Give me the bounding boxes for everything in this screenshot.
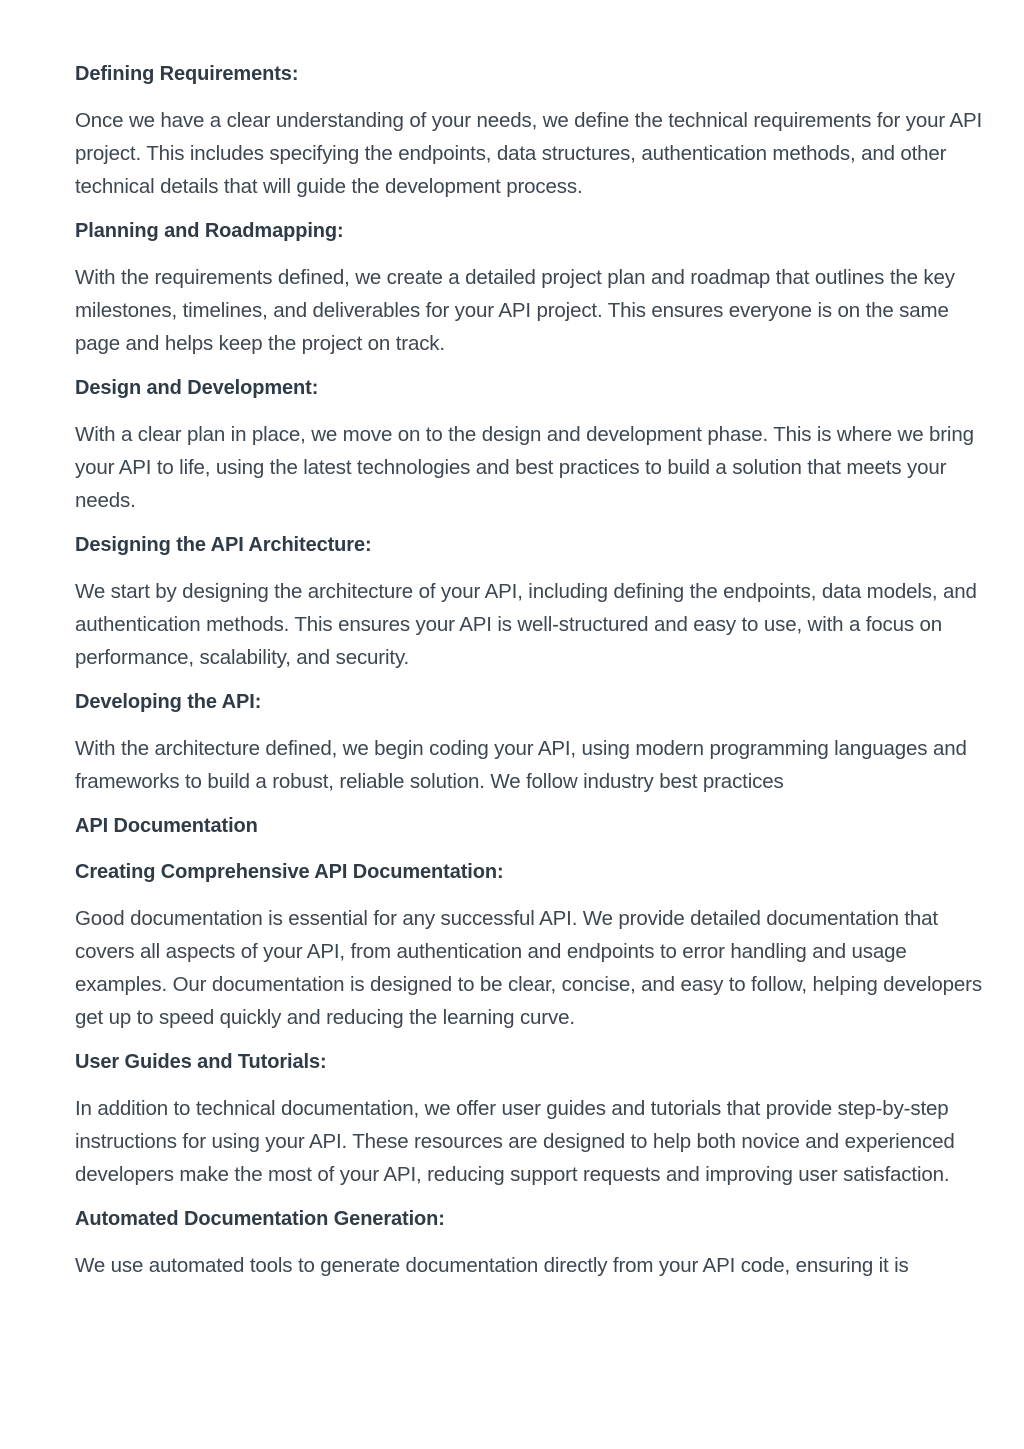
section-developing-api	[75, 686, 995, 798]
section-design-development	[75, 372, 995, 517]
section-heading: Planning and Roadmapping:	[75, 220, 344, 242]
section-planning-roadmapping	[75, 215, 995, 360]
section-heading: Design and Development:	[75, 377, 319, 399]
section-paragraph: Once we have a clear understanding of your needs, we define the technical requirements for your API project. This includes specifying the endpoints, data structures, authentication methods, and other technical details that will guide the development process.	[75, 109, 983, 198]
section-api-documentation	[75, 810, 995, 842]
section-heading: Automated Documentation Generation:	[75, 1208, 445, 1230]
section-defining-requirements	[75, 58, 995, 203]
section-heading: User Guides and Tutorials:	[75, 1051, 327, 1073]
section-comprehensive-documentation	[75, 856, 995, 1034]
section-heading: Developing the API:	[75, 691, 262, 713]
section-paragraph: With a clear plan in place, we move on to the design and development phase. This is where we bring your API to life, using the latest technologies and best practices to build a solution that meets your needs.	[75, 423, 974, 512]
document-page	[75, 58, 995, 1294]
section-heading: Defining Requirements:	[75, 63, 299, 85]
section-heading: API Documentation	[75, 815, 258, 837]
section-user-guides	[75, 1046, 995, 1191]
section-paragraph: In addition to technical documentation, we offer user guides and tutorials that provide step-by-step instructions for using your API. These resources are designed to help both novice and experienced developers make the most of your API, reducing support requests and improving user satisfaction.	[75, 1097, 955, 1186]
section-paragraph: With the requirements defined, we create a detailed project plan and roadmap that outlines the key milestones, timelines, and deliverables for your API project. This ensures everyone is on the same page and helps keep the project on track.	[75, 266, 955, 355]
section-designing-architecture	[75, 529, 995, 674]
section-heading: Designing the API Architecture:	[75, 534, 372, 556]
section-heading: Creating Comprehensive API Documentation:	[75, 861, 504, 883]
section-paragraph: We use automated tools to generate documentation directly from your API code, ensuring it is	[75, 1254, 909, 1277]
section-paragraph: We start by designing the architecture of your API, including defining the endpoints, data models, and authentication methods. This ensures your API is well-structured and easy to use, with a focus on performance, scalability, and security.	[75, 580, 977, 669]
section-paragraph: Good documentation is essential for any successful API. We provide detailed documentation that covers all aspects of your API, from authentication and endpoints to error handling and usage examples. Our documentation is designed to be clear, concise, and easy to follow, helping developers get up to speed quickly and reducing the learning curve.	[75, 907, 982, 1029]
section-paragraph: With the architecture defined, we begin coding your API, using modern programming languages and frameworks to build a robust, reliable solution. We follow industry best practices	[75, 737, 967, 793]
section-automated-generation	[75, 1203, 995, 1282]
